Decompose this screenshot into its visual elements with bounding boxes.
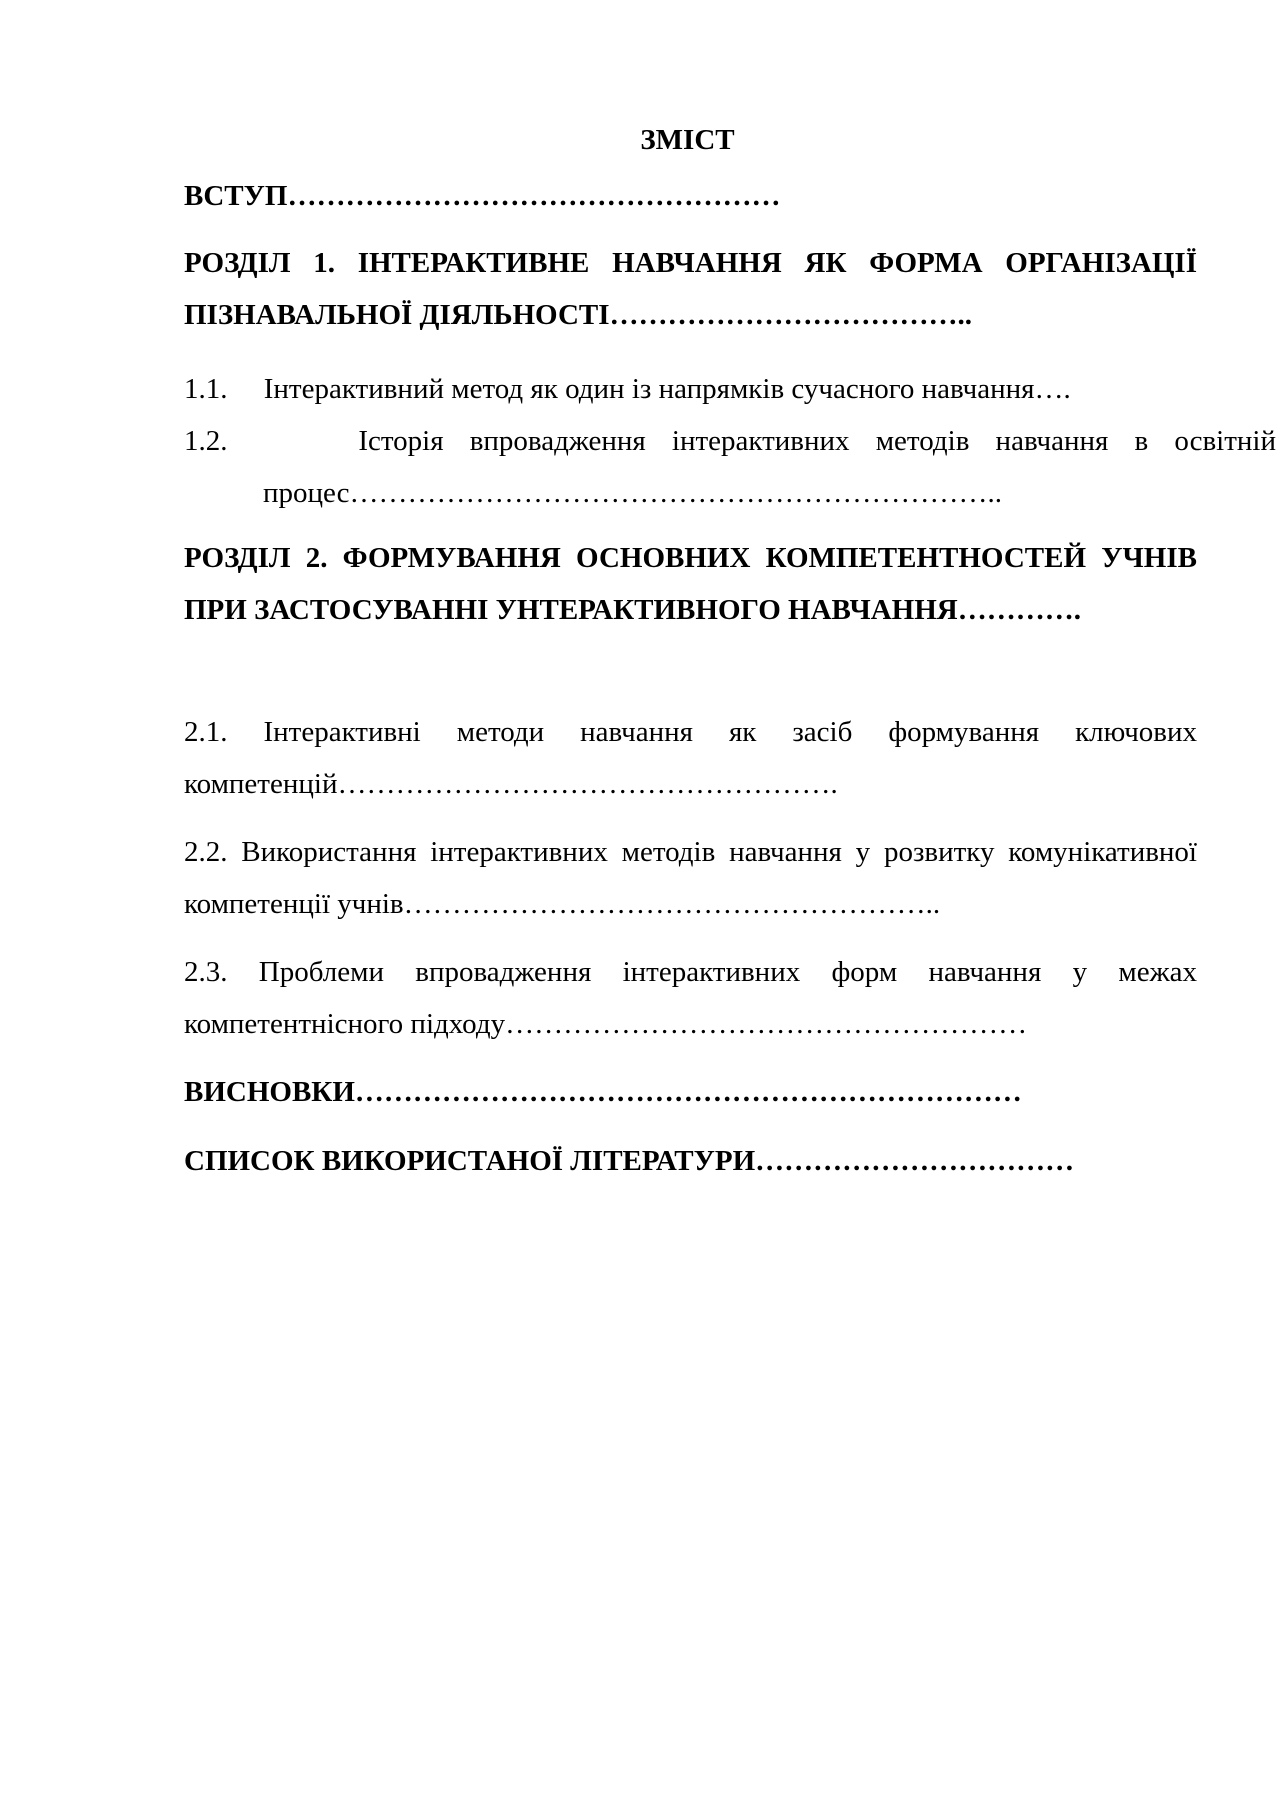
page-title: ЗМІСТ (640, 124, 735, 156)
toc-entry-references: СПИСОК ВИКОРИСТАНОЇ ЛІТЕРАТУРИ…………………………… (184, 1145, 1075, 1177)
toc-entry-section-2-1: 2.1. Інтерактивні методи навчання як засіб формування ключових компетенцій……………………………………………. (184, 716, 1197, 800)
toc-entry-section-2-2: 2.2. Використання інтерактивних методів навчання у розвитку комунікативної компетенції учнів……………………………………………….. (184, 836, 1197, 920)
toc-entry-section-1-2: 1.2. Історія впровадження інтерактивних методів навчання в освітній процес………………………………………………………….. (184, 425, 1276, 509)
toc-entry-chapter-2: РОЗДІЛ 2. ФОРМУВАННЯ ОСНОВНИХ КОМПЕТЕНТНОСТЕЙ УЧНІВ ПРИ ЗАСТОСУВАННІ УНТЕРАКТИВНОГО НАВЧАННЯ…………. (184, 542, 1197, 626)
toc-entry-conclusions: ВИСНОВКИ…………………………………………………………… (184, 1076, 1022, 1108)
toc-entry-section-1-1: 1.1. Інтерактивний метод як один із напрямків сучасного навчання…. (184, 373, 1071, 405)
toc-entry-section-2-3: 2.3. Проблеми впровадження інтерактивних форм навчання у межах компетентнісного підходу……………………………………………… (184, 956, 1197, 1040)
toc-entry-chapter-1: РОЗДІЛ 1. ІНТЕРАКТИВНЕ НАВЧАННЯ ЯК ФОРМА ОРГАНІЗАЦІЇ ПІЗНАВАЛЬНОЇ ДІЯЛЬНОСТІ……………………………….. (184, 247, 1197, 331)
toc-entry-intro: ВСТУП…………………………………………… (184, 180, 781, 212)
